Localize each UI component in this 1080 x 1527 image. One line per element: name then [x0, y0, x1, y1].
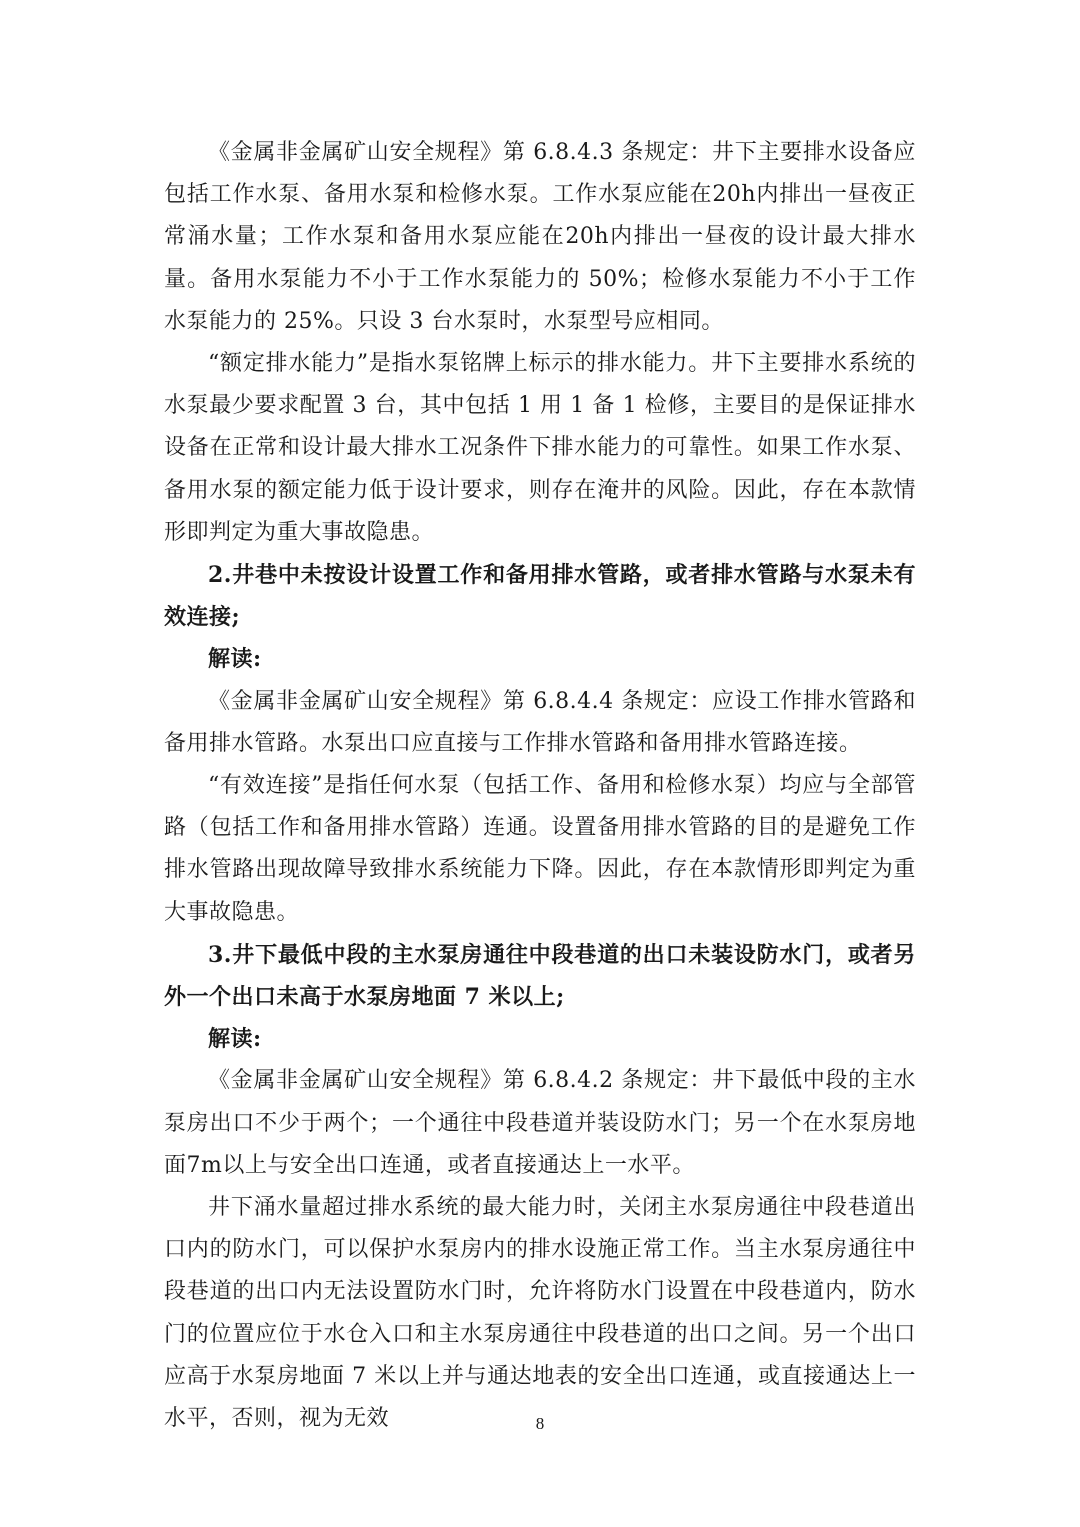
paragraph-regulation-6844: 《金属非金属矿山安全规程》第 6.8.4.4 条规定：应设工作排水管路和备用排水管路。水泵出口应直接与工作排水管路和备用排水管路连接。: [164, 688, 916, 756]
heading-item-2: 2.井巷中未按设计设置工作和备用排水管路，或者排水管路与水泵未有效连接;: [164, 562, 916, 631]
paragraph-regulation-6843: 《金属非金属矿山安全规程》第 6.8.4.3 条规定：井下主要排水设备应包括工作水泵、备用水泵和检修水泵。工作水泵应能在20h内排出一昼夜正常涌水量；工作水泵和备用水泵应能在20h内排出一昼夜的设计最大排水量。备用水泵能力不小于工作水泵能力的 50%；检修水泵能力不小于工作水泵能力的 25%。只设 3 台水泵时，水泵型号应相同。: [164, 140, 916, 334]
heading-interpretation-3: 解读:: [208, 1026, 262, 1053]
paragraph-rated-capacity: “额定排水能力”是指水泵铭牌上标示的排水能力。井下主要排水系统的水泵最少要求配置 3 台，其中包括 1 用 1 备 1 检修，主要目的是保证排水设备在正常和设计最大排水工况条件下排水能力的可靠性。如果工作水泵、备用水泵的额定能力低于设计要求，则存在淹井的风险。因此，存在本款情形即判定为重大事故隐患。: [164, 351, 916, 545]
paragraph-regulation-6842: 《金属非金属矿山安全规程》第 6.8.4.2 条规定：井下最低中段的主水泵房出口不少于两个；一个通往中段巷道并装设防水门；另一个在水泵房地面7m以上与安全出口连通，或者直接通达上一水平。: [164, 1068, 916, 1178]
heading-interpretation-2: 解读:: [208, 646, 262, 673]
heading-item-3: 3.井下最低中段的主水泵房通往中段巷道的出口未装设防水门，或者另外一个出口未高于水泵房地面 7 米以上;: [164, 941, 916, 1011]
paragraph-effective-connection: “有效连接”是指任何水泵（包括工作、备用和检修水泵）均应与全部管路（包括工作和备用排水管路）连通。设置备用排水管路的目的是避免工作排水管路出现故障导致排水系统能力下降。因此，存在本款情形即判定为重大事故隐患。: [164, 773, 916, 925]
page-number: 8: [535, 1414, 545, 1433]
paragraph-waterproof-door: 井下涌水量超过排水系统的最大能力时，关闭主水泵房通往中段巷道出口内的防水门，可以保护水泵房内的排水设施正常工作。当主水泵房通往中段巷道的出口内无法设置防水门时，允许将防水门设置在中段巷道内，防水门的位置应位于水仓入口和主水泵房通往中段巷道的出口之间。另一个出口应高于水泵房地面 7 米以上并与通达地表的安全出口连通，或直接通达上一水平，否则，视为无效: [164, 1195, 916, 1432]
page-body: [164, 132, 916, 1440]
